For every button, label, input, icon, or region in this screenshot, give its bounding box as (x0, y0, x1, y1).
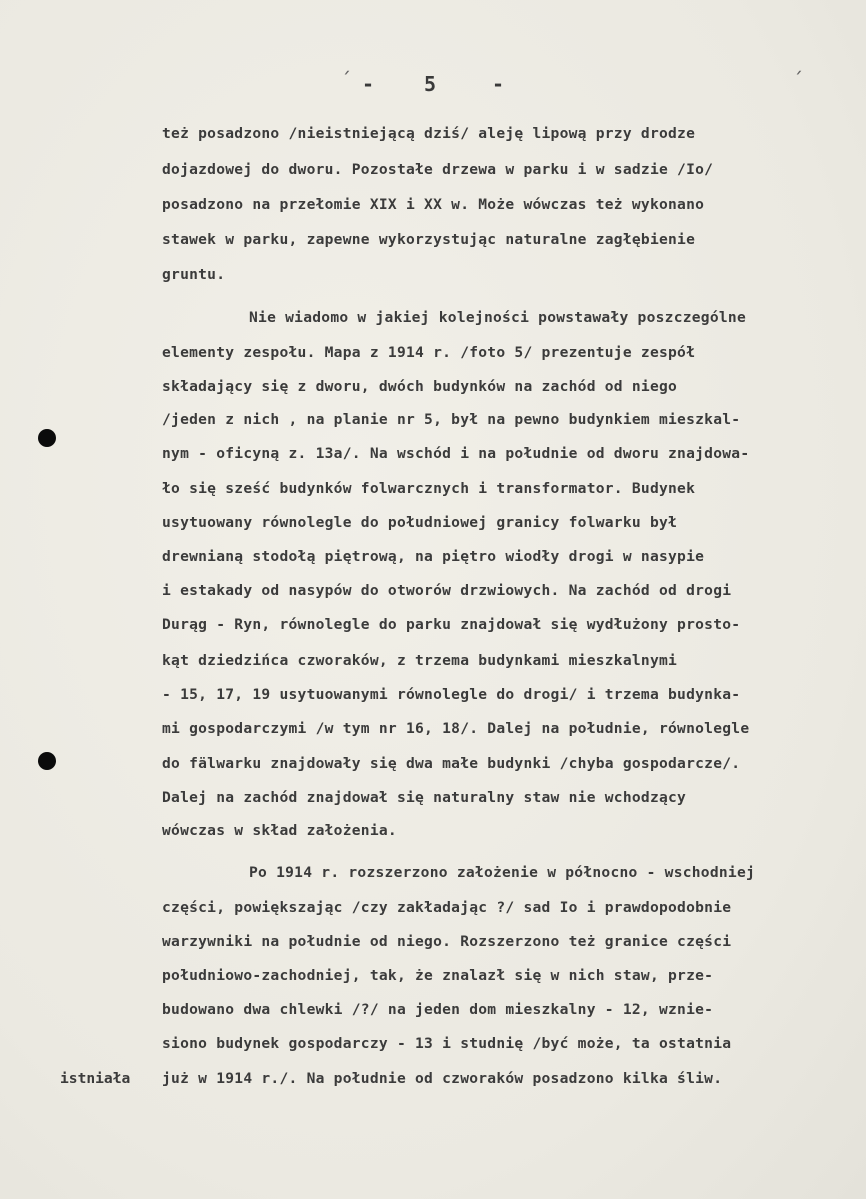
text-line: do fälwarku znajdowały się dwa małe budynki /chyba gospodarcze/. (162, 755, 741, 772)
text-line: stawek w parku, zapewne wykorzystując naturalne zagłębienie (162, 231, 696, 248)
text-line: gruntu. (162, 266, 226, 283)
punch-hole (38, 429, 56, 447)
page-number: 5 (424, 72, 437, 96)
text-line: elementy zespołu. Mapa z 1914 r. /foto 5/ prezentuje zespół (162, 344, 696, 361)
text-line: nym - oficyną z. 13a/. Na wschód i na południe od dworu znajdowa- (162, 445, 750, 462)
text-line: siono budynek gospodarczy - 13 i studnię /być może, ta ostatnia (162, 1035, 732, 1052)
text-line: Dalej na zachód znajdował się naturalny staw nie wchodzący (162, 789, 687, 806)
text-line: już w 1914 r./. Na południe od czworaków posadzono kilka śliw. (162, 1070, 723, 1087)
text-line: części, powiększając /czy zakładając ?/ sad Io i prawdopodobnie (162, 899, 732, 916)
tick-mark: ´ (792, 68, 805, 92)
margin-note: istniała (60, 1070, 131, 1087)
punch-hole (38, 752, 56, 770)
text-line: budowano dwa chlewki /?/ na jeden dom mieszkalny - 12, wznie- (162, 1001, 714, 1018)
header-right-dash: - (492, 72, 505, 96)
text-line: dojazdowej do dworu. Pozostałe drzewa w parku i w sadzie /Io/ (162, 161, 714, 178)
page-header (0, 68, 866, 100)
text-line: /jeden z nich , na planie nr 5, był na pewno budynkiem mieszkal- (162, 411, 741, 428)
text-line: ło się sześć budynków folwarcznych i transformator. Budynek (162, 480, 696, 497)
text-line: południowo-zachodniej, tak, że znalazł się w nich staw, prze- (162, 967, 714, 984)
header-left-dash: - (362, 72, 375, 96)
text-line: - 15, 17, 19 usytuowanymi równolegle do drogi/ i trzema budynka- (162, 686, 741, 703)
tick-mark: ´ (340, 68, 353, 92)
text-line: też posadzono /nieistniejącą dziś/ aleję lipową przy drodze (162, 125, 696, 142)
text-line: mi gospodarczymi /w tym nr 16, 18/. Dalej na południe, równolegle (162, 720, 750, 737)
text-line: drewnianą stodołą piętrową, na piętro wiodły drogi w nasypie (162, 548, 705, 565)
text-line: usytuowany równolegle do południowej granicy folwarku był (162, 514, 678, 531)
text-line: Po 1914 r. rozszerzono założenie w północno - wschodniej (249, 864, 756, 881)
text-line: składający się z dworu, dwóch budynków na zachód od niego (162, 378, 678, 395)
text-line: kąt dziedzińca czworaków, z trzema budynkami mieszkalnymi (162, 652, 678, 669)
text-line: wówczas w skład założenia. (162, 822, 397, 839)
text-line: Nie wiadomo w jakiej kolejności powstawały poszczególne (249, 309, 746, 326)
text-line: Durąg - Ryn, równolegle do parku znajdował się wydłużony prosto- (162, 616, 741, 633)
text-line: i estakady od nasypów do otworów drzwiowych. Na zachód od drogi (162, 582, 732, 599)
text-line: posadzono na przełomie XIX i XX w. Może wówczas też wykonano (162, 196, 705, 213)
text-line: warzywniki na południe od niego. Rozszerzono też granice części (162, 933, 732, 950)
